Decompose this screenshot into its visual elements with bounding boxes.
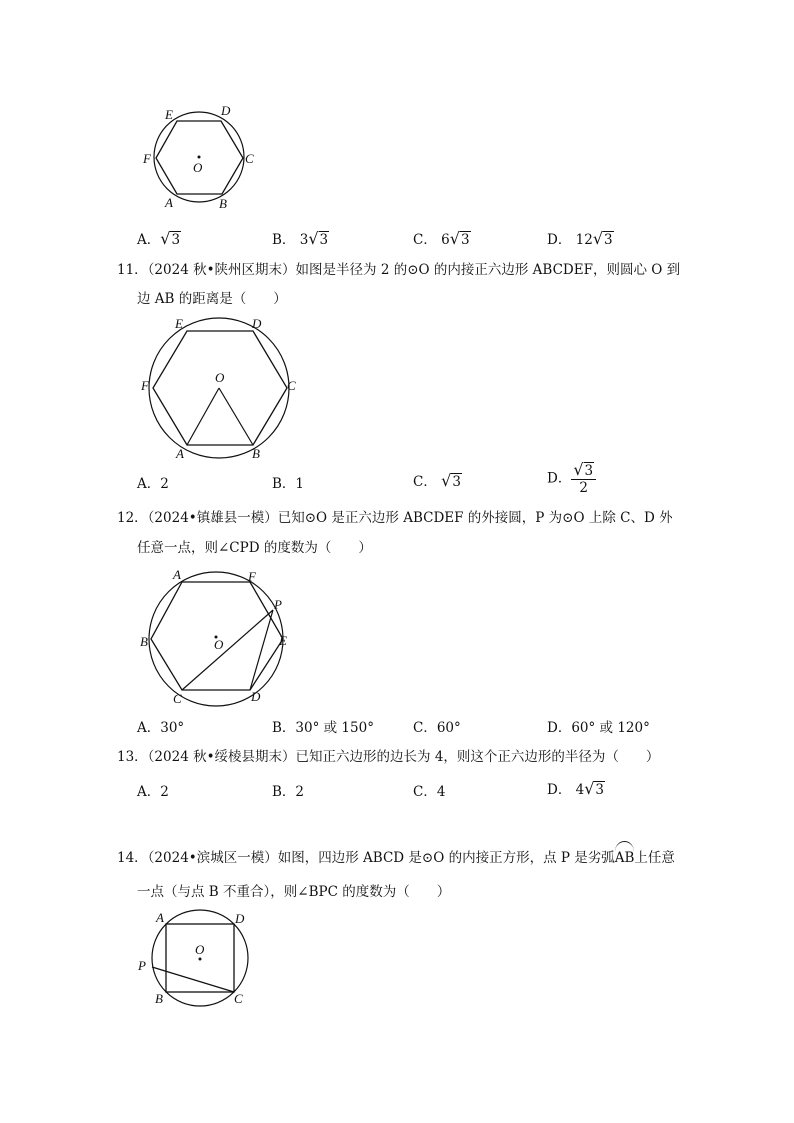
figure-q12: [135, 565, 305, 710]
label-O: O: [195, 942, 205, 957]
q12-text-line1: 12．（2024•镇雄县一模）已知⊙O 是正六边形 ABCDEF 的外接圆，P 为⊙O 上除 C、D 外: [117, 510, 673, 526]
label-A: A: [176, 446, 184, 461]
q12-option-c: C．60°: [413, 720, 461, 736]
q12-option-b: B．30° 或 150°: [272, 720, 374, 736]
label-B: B: [140, 634, 148, 649]
q13-option-d: D． 4√3: [547, 779, 605, 798]
label-B: B: [252, 446, 260, 461]
arc-ab-notation: AB: [614, 850, 635, 866]
q14-text-line1: 14．（2024•滨城区一模）如图，四边形 ABCD 是⊙O 的内接正方形，点 P 是劣弧AB上任意: [117, 850, 675, 866]
figure-q14: [135, 906, 260, 1011]
q13-option-b: B．2: [272, 784, 305, 800]
label-A: A: [156, 910, 164, 925]
q11-option-b: B．1: [272, 476, 305, 492]
label-E: E: [175, 316, 183, 331]
q14-text-line2: 一点（与点 B 不重合），则∠BPC 的度数为（ ）: [137, 884, 451, 900]
figure-q11: [135, 312, 310, 462]
label-B: B: [219, 196, 227, 211]
label-D: D: [252, 316, 262, 331]
label-F: F: [141, 378, 149, 393]
label-A: A: [165, 195, 173, 210]
label-E: E: [165, 107, 173, 122]
label-D: D: [221, 103, 231, 118]
q12-text-line2: 任意一点，则∠CPD 的度数为（ ）: [137, 540, 372, 556]
q10-option-d: D． 12√3: [547, 229, 613, 248]
q13-text-line1: 13．（2024 秋•绥棱县期末）已知正六边形的边长为 4，则这个正六边形的半径为（ ）: [117, 749, 660, 765]
label-C: C: [173, 691, 182, 706]
q13-option-a: A．2: [137, 784, 169, 800]
q10-option-b: B． 3√3: [272, 229, 329, 248]
q10-option-c: C． 6√3: [413, 229, 470, 248]
q11-option-c: C． √3: [413, 471, 461, 490]
label-P: P: [274, 597, 282, 612]
q11-option-a: A．2: [137, 476, 169, 492]
label-C: C: [234, 991, 243, 1006]
label-F: F: [143, 151, 151, 166]
q13-option-c: C．4: [413, 784, 446, 800]
label-O: O: [215, 370, 225, 385]
label-D: D: [235, 911, 245, 926]
q12-option-a: A．30°: [137, 720, 185, 736]
label-O: O: [193, 160, 203, 175]
q11-text-line2: 边 AB 的距离是（ ）: [137, 291, 287, 307]
label-C: C: [287, 378, 296, 393]
label-A: A: [173, 567, 181, 582]
q10-option-a: A．√3: [137, 229, 181, 248]
label-O: O: [214, 637, 224, 652]
label-C: C: [245, 151, 254, 166]
label-D: D: [251, 689, 261, 704]
label-B: B: [155, 991, 163, 1006]
label-F: F: [248, 569, 256, 584]
q12-option-d: D．60° 或 120°: [547, 720, 650, 736]
q11-text-line1: 11．（2024 秋•陕州区期末）如图是半径为 2 的⊙O 的内接正六边形 ABCDEF，则圆心 O 到: [117, 262, 681, 278]
figure-q10: [135, 100, 265, 212]
q11-option-d: D． $\frac{√3}{2}$: [547, 462, 596, 496]
label-E: E: [279, 633, 287, 648]
label-P: P: [138, 958, 146, 973]
